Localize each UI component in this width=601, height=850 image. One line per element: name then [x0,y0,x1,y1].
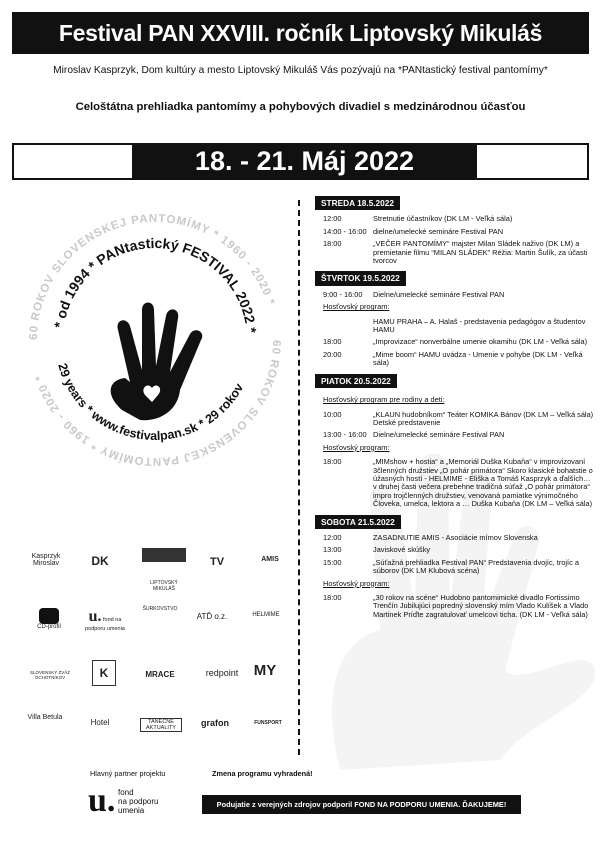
program-row: HAMU PRAHA – A. Halaš - predstavenia pedagógov a študentov HAMU [373,316,586,335]
festival-title: Festival PAN XXVIII. ročník Liptovský Mikuláš [12,12,589,54]
logo-funsport: FUNSPORT [254,720,282,726]
column-divider [298,200,300,755]
logo-hotel: Hotel [90,718,110,727]
program-row: 12:00 Stretnutie účastníkov (DK LM - Veľká sála) [323,214,513,224]
guest-program-label: Hosťovský program pre rodiny a deti: [323,395,445,405]
fond-text: fond na podporu umenia [118,788,159,815]
program-row: 14:00 - 16:00 dielne/umelecké semináre Festival PAN [323,226,504,236]
seal-outer-ring-b: 60 ROKOV SLOVENSKEJ PANTOMÍMY * 1960 - 2020 * [33,339,283,468]
program-row: 12:00 ZASADNUTIE AMIS - Asociácie mímov Slovenska [323,532,538,542]
logo-k: K [92,660,116,686]
logo-ochotnici: SLOVENSKÝ ZVÄZ OCHOTNÍKOV [29,670,70,680]
day-label: SOBOTA 21.5.2022 [315,515,401,529]
logo-tanecne-aktuality: TANEČNÉ AKTUALITY [140,718,182,732]
festival-seal [20,205,290,475]
logo-amis: AMIS [261,556,279,563]
program-row: 20:00 „Mime boom“ HAMU uvádza - Umenie v pohybe (DK LM - Veľká sála) [323,349,583,368]
seal-outer-ring: 60 ROKOV SLOVENSKEJ PANTOMÍMY * 1960 - 2020 * [27,212,277,341]
day-block [315,515,595,620]
sponsor-logos [22,548,292,738]
program-row: 15:00 „Súťažná prehliadka Festival PAN“ Predstavenia dvojíc, trojíc a súborov (DK LM Klubová scéna) [323,557,579,576]
logo-kasprzyk: Kasprzyk Miroslav [31,553,61,567]
main-partner-label: Hlavný partner projektu [90,769,166,778]
logo-tv: TV [209,556,225,568]
program-row: 13:00 Javiskové skúšky [323,545,431,555]
guest-program-label: Hosťovský program: [323,578,390,588]
logo-cd-profil: CD-profil [32,608,66,630]
program-change-note: Zmena programu vyhradená! [212,769,313,778]
black-hand-icon [111,303,203,421]
program-schedule [315,196,595,625]
program-row: 18:00 „Improvizace“ nonverbálne umenie okamihu (DK LM - Veľká sála) [323,337,588,347]
logo-surkovstvo: ŠURKOVSTVO [142,606,178,612]
seal-inner-top: * od 1994 * PANtastický FESTIVAL 2022 * [50,234,260,334]
logo-helmime: HELMIME [252,612,280,618]
festival-dates: 18. - 21. Máj 2022 [132,145,477,178]
seal-inner-bottom: 29 years * www.festivalpan.sk * 29 rokov [55,361,247,444]
support-banner: Podujatie z verejných zdrojov podporil FOND NA PODPORU UMENIA. ĎAKUJEME! [202,795,521,814]
day-label: STREDA 18.5.2022 [315,196,400,210]
day-label: PIATOK 20.5.2022 [315,374,397,388]
festival-subtitle: Celoštátna prehliadka pantomímy a pohybových divadiel s medzinárodnou účasťou [75,101,526,113]
logo-atd: ATĎ o.z. [196,612,228,621]
day-label: ŠTVRTOK 19.5.2022 [315,271,406,285]
logo-grafon: grafon [201,718,229,728]
logo-villa-betula: Villa Betula [27,714,63,721]
day-block [315,271,595,367]
logo-my: MY [253,662,277,679]
logo-dk: DK [91,554,109,568]
program-row: 18:00 „MIMshow + hostia“ a „Memoriál Duška Kubaňa“ v improvizovaní 3členných družstiev „O pohár primátora“ Skoro klasické bohatstie o úžasných hostí - HELMIME - Eliška a Tomáš Kasprzyk a ďalších… v druhej časti večera prebehne tradičná súťaž „O pohár primátora“ impro trojčlenných družstiev, venovaná pamiatke výnimočného Človeka, umelca, lektora a … Duška Kubaňa (DK LM – Veľká sála) [323,457,593,509]
fond-letter: u. [88,782,116,819]
guest-program-label: Hosťovský program: [323,442,390,452]
day-block [315,374,595,509]
fond-logo [88,784,198,824]
program-row: 13:00 - 16:00 Dielne/umelecké semináre Festival PAN [323,430,505,440]
program-row: 9:00 - 16:00 Dielne/umelecké semináre Festival PAN [323,289,505,299]
program-row: 18:00 „VEČER PANTOMÍMY“ majster Milan Sládek naživo (DK LM) a premietanie filmu “MILAN SLÁDEK” Réžia: Martin Šulík, za účasti tvorcov [323,239,588,266]
date-banner [12,143,589,180]
invitation-text: Miroslav Kasprzyk, Dom kultúry a mesto Liptovský Mikuláš Vás pozývajú na *PANtastický festival pantomímy* [53,65,548,76]
logo-liptovsky-mikulas: LIPTOVSKÝ MIKULÁŠ [142,548,186,592]
day-block [315,196,595,265]
guest-program-label: Hosťovský program: [323,302,390,312]
program-row: 18:00 „30 rokov na scéne“ Hudobno pantomimické divadlo Fortissimo Trenčín Jubilujúci popredný slovenský mím Vlado Kulíšek a Vlado Martinek Príďte zagratulovať umelcovi ticha. (DK LM - Veľká sála) [323,593,589,619]
program-row: 10:00 „KLAUN hudobníkom“ Teáter KOMIKA Bánov (DK LM – Veľká sála) Detské predstavenie [323,409,594,427]
logo-redpoint: redpoint [205,668,239,678]
logo-fond: u. fond na podporu umenia [85,608,125,632]
logo-mrace: MRACE [145,670,175,679]
